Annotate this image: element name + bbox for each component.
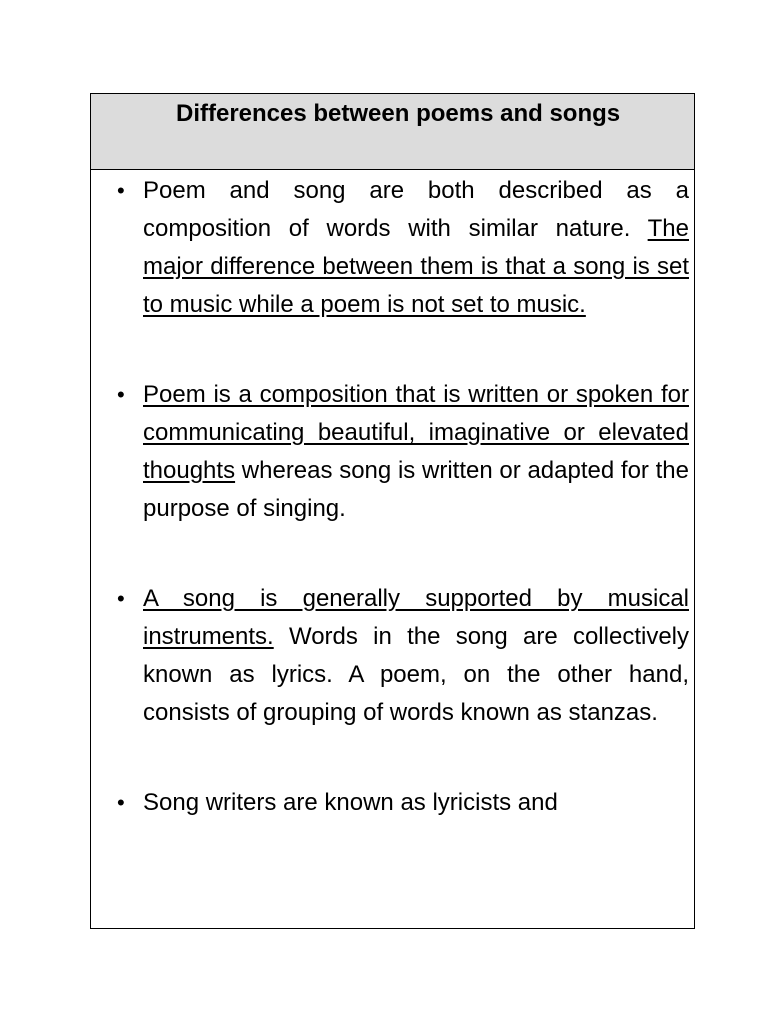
bullet-icon: • <box>117 178 125 203</box>
item-underlined-text: A song is generally supported by musical instruments. <box>143 585 689 650</box>
bullet-item-4 <box>117 784 689 822</box>
bullet-item-2 <box>117 376 689 528</box>
table-body <box>91 170 694 822</box>
differences-table <box>90 93 695 929</box>
item-underlined-text: The major difference between them is that a song is set to music while a poem is not set to music. <box>143 215 689 318</box>
item-text: Poem and song are both described as a composition of words with similar nature. <box>143 177 689 242</box>
item-text: whereas song is written or adapted for the purpose of singing. <box>143 457 689 522</box>
bullet-item-3 <box>117 580 689 732</box>
item-underlined-text: Poem is a composition that is written or spoken for communicating beautiful, imaginative or elevated thoughts <box>143 381 689 484</box>
item-text: Song writers are known as lyricists and <box>143 789 558 816</box>
bullet-item-1 <box>117 172 689 324</box>
bullet-icon: • <box>117 586 125 611</box>
item-text: Words in the song are collectively known as lyrics. A poem, on the other hand, consists of grouping of words known as stanzas. <box>143 623 689 726</box>
bullet-icon: • <box>117 382 125 407</box>
bullet-icon: • <box>117 790 125 815</box>
table-title: Differences between poems and songs <box>176 100 621 127</box>
table-header <box>91 94 694 170</box>
